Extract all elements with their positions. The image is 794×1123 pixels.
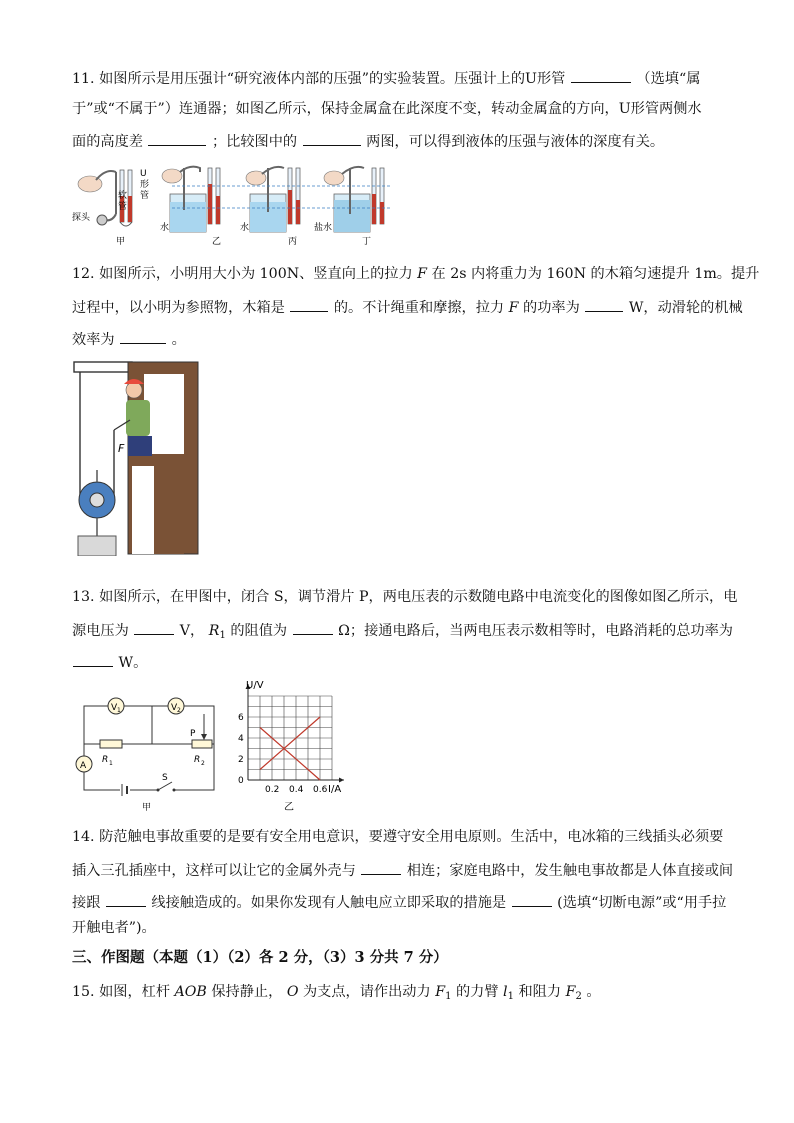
q11-blank-1[interactable] xyxy=(571,67,631,83)
u-label: U xyxy=(140,169,147,179)
x-axis-arrow xyxy=(339,778,344,783)
series-line-1 xyxy=(260,717,320,770)
R2-sub: 2 xyxy=(201,760,205,767)
q15-line-1 xyxy=(72,982,601,1007)
y-tick-label: 2 xyxy=(238,755,244,765)
ruanguan-label: 管 xyxy=(118,202,128,212)
q12-blank-3[interactable] xyxy=(120,328,166,344)
yanshui-label: 盐水 xyxy=(314,223,333,233)
bing-label: 丙 xyxy=(288,237,298,247)
R1-label: R xyxy=(102,755,109,765)
q12-text-3a: 效率为 xyxy=(72,332,115,348)
q12-blank-1[interactable] xyxy=(290,296,328,312)
shui1-label: 水 xyxy=(160,223,170,233)
q14-text-3b: 线接触造成的。如果你发现有人触电应立即采取的措施是 xyxy=(151,895,507,911)
q14-text-2b: 相连；家庭电路中，发生触电事故都是人体直接或间 xyxy=(406,863,734,879)
q11-text-3c: 两图，可以得到液体的压强与液体的深度有关。 xyxy=(366,134,665,150)
y-tick-label: 6 xyxy=(238,713,244,723)
q11-text-2a: 于”或“不属于”）连通器；如图乙所示，保持金属盒在此深度不变，转动金属盒的方向，U形管两侧水 xyxy=(72,101,702,117)
q12-blank-2[interactable] xyxy=(585,296,623,312)
chart-caption: 乙 xyxy=(284,802,294,813)
chart-grid xyxy=(248,696,332,780)
q11-text-1b: （选填“属 xyxy=(636,71,701,87)
ruan-label: 软 xyxy=(118,191,128,201)
q14-line-2 xyxy=(72,859,733,881)
circuit-diagram xyxy=(72,690,232,814)
q13-blank-3[interactable] xyxy=(73,651,113,667)
q14-line-4 xyxy=(72,918,156,938)
x-tick-label: 0.4 xyxy=(289,785,304,795)
q14-text-4: 开触电者”)。 xyxy=(72,920,156,936)
figure-bing xyxy=(240,167,300,247)
V2-label: V xyxy=(171,703,178,713)
q13-line-3 xyxy=(72,651,147,673)
q15-F2: F xyxy=(565,984,576,1000)
q11-line-3 xyxy=(72,130,664,152)
A-label: A xyxy=(80,761,87,771)
q11-line-1 xyxy=(72,67,700,89)
q12-line-2 xyxy=(72,296,743,318)
chart-xlabel: I/A xyxy=(328,784,342,795)
S-label: S xyxy=(162,773,168,783)
yi-label: 乙 xyxy=(212,237,222,247)
q12-line-1 xyxy=(72,264,759,284)
V2-sub: 2 xyxy=(177,707,181,714)
q11-line-2 xyxy=(72,99,702,119)
pulley-F-label: F xyxy=(118,442,125,455)
q13-blank-1[interactable] xyxy=(134,619,174,635)
V1-sub: 1 xyxy=(117,707,121,714)
tantou-label: 探头 xyxy=(72,213,91,223)
q12-F-symbol-2: F xyxy=(508,300,519,316)
q14-blank-1[interactable] xyxy=(361,859,401,875)
q15-text-b: 保持静止， xyxy=(211,984,283,1000)
q13-text-2a: 源电压为 xyxy=(72,623,129,639)
R1-sub: 1 xyxy=(109,760,113,767)
figure-yi xyxy=(160,167,221,247)
jia-label: 甲 xyxy=(116,237,126,247)
shui2-label: 水 xyxy=(240,223,250,233)
x-tick-label: 0.2 xyxy=(265,785,280,795)
q12-text-1b: 在 2s 内将重力为 160N 的木箱匀速提升 1m。提升 xyxy=(431,266,760,282)
q11-text-3b: ；比较图中的 xyxy=(211,134,298,150)
y-tick-label: 0 xyxy=(238,776,244,786)
ding-label: 丁 xyxy=(362,237,372,247)
xing-label: 形 xyxy=(140,180,150,190)
pressure-gauge-figure xyxy=(72,164,392,250)
q15-l1: l xyxy=(503,984,508,1000)
P-label: P xyxy=(190,729,196,739)
q13-blank-2[interactable] xyxy=(293,619,333,635)
q13-text-2d: Ω；接通电路后，当两电压表示数相等时，电路消耗的总功率为 xyxy=(338,623,733,639)
q15-AOB: AOB xyxy=(174,984,207,1000)
u-i-chart xyxy=(228,676,352,818)
q15-F1: F xyxy=(435,984,446,1000)
q11-blank-3[interactable] xyxy=(303,130,361,146)
chart-ticks xyxy=(238,713,328,795)
q13-line-1 xyxy=(72,587,737,607)
q13-text-3: W。 xyxy=(118,655,148,671)
q12-text-2b: 的。不计绳重和摩擦，拉力 xyxy=(333,300,505,316)
q13-text-1: 13. 如图所示，在甲图中，闭合 S，调节滑片 P，两电压表的示数随电路中电流变化的图像如图乙所示，电 xyxy=(72,589,738,605)
pulley-figure xyxy=(72,360,200,556)
q13-text-2c: 的阻值为 xyxy=(230,623,288,639)
q13-R1-symbol: R xyxy=(208,623,220,639)
q12-line-3 xyxy=(72,328,186,350)
q13-text-2b: V， xyxy=(179,623,205,639)
q14-line-3 xyxy=(72,891,726,913)
q15-O: O xyxy=(286,984,299,1000)
q11-text-1a: 如图所示是用压强计“研究液体内部的压强”的实验装置。压强计上的U形管 xyxy=(99,71,566,87)
q13-R1-sub: 1 xyxy=(219,630,226,641)
q11-blank-2[interactable] xyxy=(148,130,206,146)
V1-label: V xyxy=(111,703,118,713)
q11-number: 11. xyxy=(72,71,95,87)
x-tick-label: 0.6 xyxy=(313,785,328,795)
q12-text-1a: 12. 如图所示，小明用大小为 100N、竖直向上的拉力 xyxy=(72,266,413,282)
q15-text-a: 15. 如图，杠杆 xyxy=(72,984,171,1000)
q14-blank-2[interactable] xyxy=(106,891,146,907)
q15-text-f: 。 xyxy=(586,984,601,1000)
q15-text-e: 和阻力 xyxy=(518,984,562,1000)
q15-F2-sub: 2 xyxy=(575,991,582,1002)
q12-text-2a: 过程中，以小明为参照物，木箱是 xyxy=(72,300,285,316)
q14-blank-3[interactable] xyxy=(512,891,552,907)
y-tick-label: 4 xyxy=(238,734,244,744)
figure-ding xyxy=(314,167,384,247)
q12-text-2c: 的功率为 xyxy=(523,300,580,316)
chart-ylabel: U/V xyxy=(246,680,264,691)
q11-text-3a: 面的高度差 xyxy=(72,134,143,150)
q13-line-2 xyxy=(72,619,733,646)
q15-text-d: 的力臂 xyxy=(455,984,499,1000)
q14-text-3a: 接跟 xyxy=(72,895,101,911)
q14-text-1: 14. 防范触电事故重要的是要有安全用电意识，要遵守安全用电原则。生活中，电冰箱的三线插头必须要 xyxy=(72,829,724,845)
q12-text-2d: W，动滑轮的机械 xyxy=(628,300,743,316)
q12-text-3b: 。 xyxy=(171,332,186,348)
guan-label: 管 xyxy=(140,191,150,201)
q14-text-2a: 插入三孔插座中，这样可以让它的金属外壳与 xyxy=(72,863,356,879)
section-3-heading: 三、作图题（本题（1）（2）各 2 分，（3）3 分共 7 分） xyxy=(72,949,448,966)
circuit-jia-label: 甲 xyxy=(142,803,152,813)
q14-text-3c: (选填“切断电源”或“用手拉 xyxy=(557,895,727,911)
R2-label: R xyxy=(194,755,201,765)
q12-F-symbol: F xyxy=(417,266,428,282)
series-line-2 xyxy=(260,728,320,781)
figure-jia xyxy=(72,169,149,247)
q15-text-c: 为支点，请作出动力 xyxy=(302,984,431,1000)
q15-l1-sub: 1 xyxy=(507,991,514,1002)
q14-line-1 xyxy=(72,827,723,847)
q15-F1-sub: 1 xyxy=(445,991,452,1002)
